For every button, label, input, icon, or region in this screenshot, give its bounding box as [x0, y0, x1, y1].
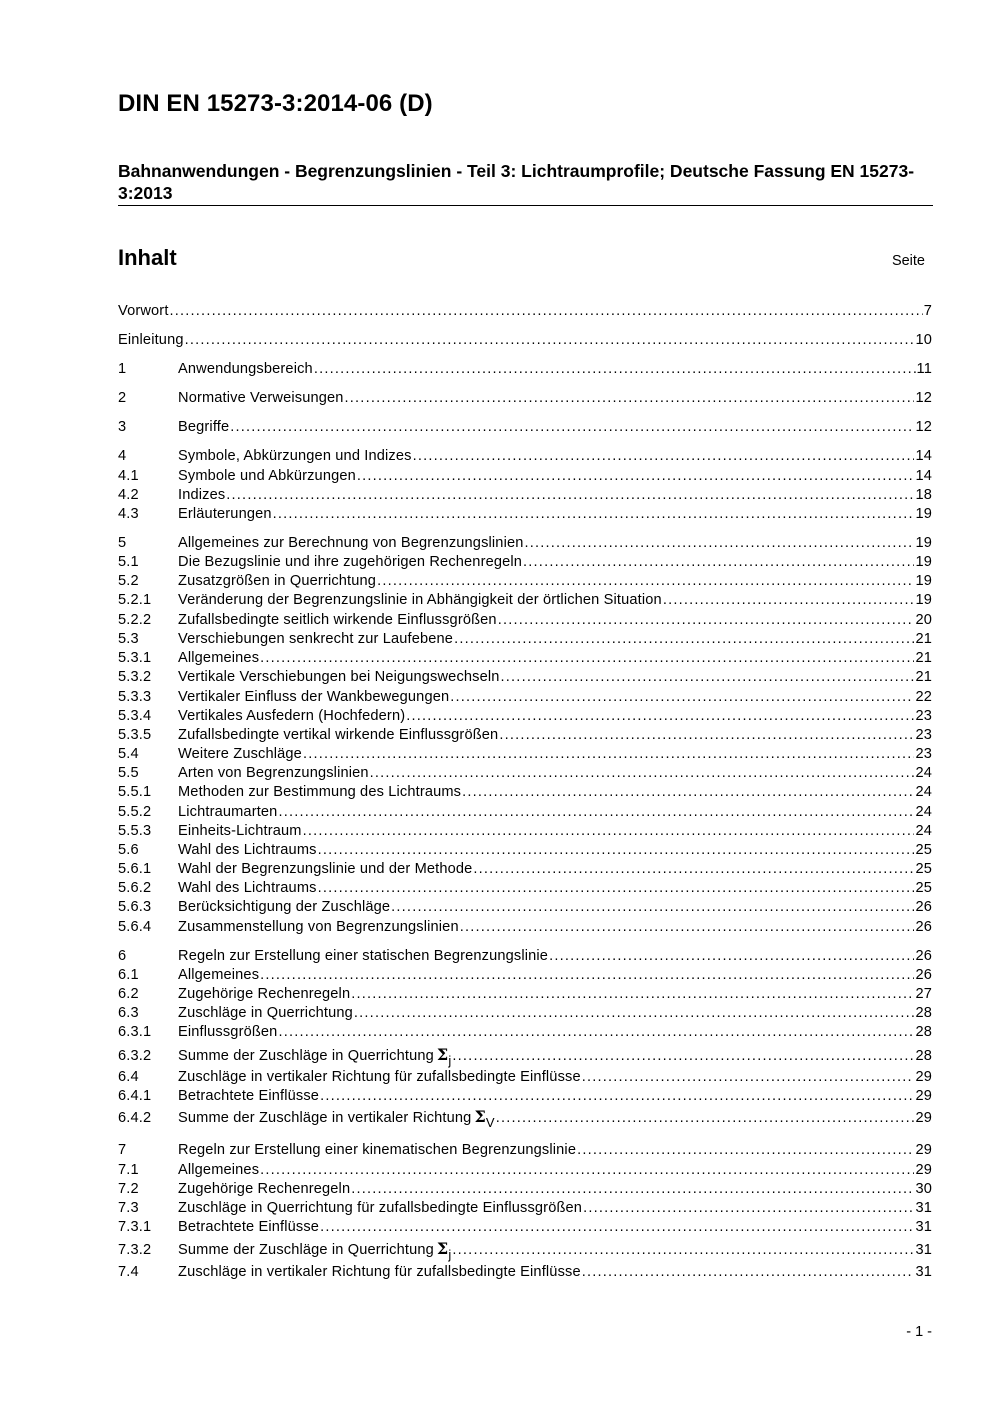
toc-entry-page: 24: [915, 784, 932, 800]
toc-entry-title: [178, 572, 376, 591]
toc-entry-title-text: Weitere Zuschläge: [178, 746, 302, 762]
toc-entry-page: 27: [915, 986, 932, 1002]
toc-entry-number: 7.2: [118, 1181, 139, 1197]
toc-leader-dots: [273, 505, 915, 524]
toc-entry[interactable]: [118, 389, 932, 408]
toc-entry-title-text: Anwendungsbereich: [178, 361, 313, 377]
toc-entry-page: 25: [915, 861, 932, 877]
toc-entry-page: 20: [915, 612, 932, 628]
toc-entry[interactable]: [118, 985, 932, 1004]
toc-entry-title: [178, 649, 259, 668]
toc-leader-dots: [230, 418, 914, 437]
toc-entry[interactable]: [118, 553, 932, 572]
toc-entry[interactable]: [118, 1180, 932, 1199]
toc-entry[interactable]: [118, 1087, 932, 1106]
toc-entry-title-text: Allgemeines: [178, 1162, 260, 1178]
toc-entry-title-text: Verschiebungen senkrecht zur Laufebene: [178, 631, 454, 647]
toc-entry[interactable]: [118, 745, 932, 764]
toc-leader-dots: [320, 1218, 914, 1237]
toc-entry-title-text: Zufallsbedingte vertikal wirkende Einflussgrößen: [178, 727, 499, 743]
sigma-symbol: [436, 1045, 452, 1068]
toc-entry-page: 12: [915, 390, 932, 406]
toc-leader-dots: [278, 1023, 914, 1042]
toc-leader-dots: [320, 1087, 914, 1106]
toc-entry-page: 24: [915, 765, 932, 781]
toc-entry-title: [178, 1141, 576, 1160]
toc-entry[interactable]: [118, 418, 932, 437]
toc-leader-dots: [501, 668, 915, 687]
toc-entry-page: 24: [915, 804, 932, 820]
toc-entry-title: [118, 331, 184, 350]
toc-leader-dots: [303, 822, 915, 841]
toc-entry-page: 28: [915, 1024, 932, 1040]
toc-entry-page: 26: [915, 919, 932, 935]
toc-entry[interactable]: [118, 591, 932, 610]
toc-entry-page: 18: [915, 487, 932, 503]
toc-entry-title-text: Zusatzgrößen in Querrichtung: [178, 573, 377, 589]
toc-entry-number: 5.4: [118, 746, 139, 762]
toc-entry[interactable]: [118, 841, 932, 860]
toc-entry[interactable]: [118, 918, 932, 937]
toc-entry-number: 6.1: [118, 967, 139, 983]
toc-leader-dots: [377, 572, 914, 591]
toc-entry-title: [178, 745, 302, 764]
toc-entry-page: 29: [915, 1088, 932, 1104]
toc-entry-title-text: Wahl der Begrenzungslinie und der Methode: [178, 861, 473, 877]
toc-entry-page: 23: [915, 746, 932, 762]
toc-entry-number: 5.5: [118, 765, 139, 781]
toc-entry-title: [178, 389, 344, 408]
toc-leader-dots: [357, 467, 915, 486]
toc-entry[interactable]: [118, 534, 932, 553]
toc-entry-title: [178, 1161, 259, 1180]
toc-entry-page: 19: [915, 506, 932, 522]
toc-leader-dots: [663, 591, 915, 610]
toc-entry-number: 5.2.2: [118, 612, 152, 628]
toc-heading: Inhalt: [118, 245, 177, 270]
toc-entry-number: 7.3.2: [118, 1242, 152, 1258]
toc-leader-dots: [345, 389, 915, 408]
toc-entry-page: 21: [915, 650, 932, 666]
toc-entry-title-text: Einleitung: [118, 332, 184, 348]
toc-entry-title: [178, 418, 229, 437]
toc-entry-title: [178, 1004, 353, 1023]
toc-entry-page: 28: [915, 1048, 932, 1064]
toc-entry-title: [178, 467, 356, 486]
toc-leader-dots: [498, 611, 915, 630]
toc-entry-title-text: Zuschläge in Querrichtung: [178, 1005, 353, 1021]
toc-entry-number: 6.4.2: [118, 1110, 152, 1126]
toc-entry-title-text: Indizes: [178, 487, 226, 503]
toc-entry-page: 25: [915, 842, 932, 858]
toc-entry-page: 23: [915, 708, 932, 724]
toc-entry[interactable]: [118, 467, 932, 486]
toc-entry-number: 4.3: [118, 506, 139, 522]
toc-entry[interactable]: [118, 803, 932, 822]
toc-entry[interactable]: [118, 1161, 932, 1180]
toc-entry-title-text: Zuschläge in vertikaler Richtung für zufallsbedingte Einflüsse: [178, 1069, 581, 1085]
toc-leader-dots: [260, 1161, 914, 1180]
toc-entry[interactable]: [118, 1045, 932, 1068]
toc-leader-dots: [391, 898, 914, 917]
toc-leader-dots: [314, 360, 916, 379]
toc-entry[interactable]: [118, 360, 932, 379]
toc-entry[interactable]: [118, 688, 932, 707]
toc-entry-title-text: Arten von Begrenzungslinien: [178, 765, 369, 781]
toc-leader-dots: [351, 985, 914, 1004]
toc-entry[interactable]: [118, 1239, 932, 1262]
toc-leader-dots: [454, 630, 914, 649]
toc-entry-title: [178, 486, 225, 505]
toc-leader-dots: [351, 1180, 914, 1199]
toc-entry[interactable]: [118, 879, 932, 898]
toc-entry-title-text: Zusammenstellung von Begrenzungslinien: [178, 919, 459, 935]
toc-entry-title-text: Veränderung der Begrenzungslinie in Abhängigkeit der örtlichen Situation: [178, 592, 662, 608]
toc-entry-page: 30: [915, 1181, 932, 1197]
toc-entry-number: 6.4: [118, 1069, 139, 1085]
toc-entry-title-text: Vertikaler Einfluss der Wankbewegungen: [178, 689, 450, 705]
toc-entry-page: 11: [916, 361, 932, 377]
toc-leader-dots: [582, 1263, 915, 1282]
toc-entry[interactable]: [118, 1107, 932, 1130]
toc-entry[interactable]: [118, 447, 932, 466]
toc-leader-dots: [406, 707, 914, 726]
toc-entry[interactable]: [118, 783, 932, 802]
toc-entry-page: 19: [915, 554, 932, 570]
toc-entry[interactable]: [118, 1004, 932, 1023]
toc-entry-page: 26: [915, 899, 932, 915]
toc-entry[interactable]: [118, 1263, 932, 1282]
toc-entry-number: 5.3.4: [118, 708, 152, 724]
toc-entry[interactable]: [118, 611, 932, 630]
toc-entry[interactable]: [118, 572, 932, 591]
page-column-label: Seite: [891, 253, 925, 269]
toc-entry-title-text: Summe der Zuschläge in Querrichtung: [178, 1048, 434, 1064]
toc-entry-title-text: Betrachtete Einflüsse: [178, 1088, 320, 1104]
toc-entry-page: 29: [915, 1069, 932, 1085]
toc-entry-title-text: Einflussgrößen: [178, 1024, 278, 1040]
toc-entry-number: 4.2: [118, 487, 139, 503]
toc-entry-title-text: Berücksichtigung der Zuschläge: [178, 899, 391, 915]
toc-leader-dots: [226, 486, 914, 505]
toc-entry-page: 31: [915, 1264, 932, 1280]
toc-entry-title: [178, 1239, 451, 1260]
toc-entry[interactable]: [118, 1218, 932, 1237]
toc-entry-title-text: Zufallsbedingte seitlich wirkende Einflussgrößen: [178, 612, 497, 628]
sigma-glyph: Σ: [436, 1239, 449, 1258]
toc-entry-page: 19: [915, 535, 932, 551]
toc-entry-title: [178, 1087, 319, 1106]
toc-entry-page: 28: [915, 1005, 932, 1021]
toc-entry-title: [178, 918, 459, 937]
toc-entry[interactable]: [118, 966, 932, 985]
toc-entry-number: 7.4: [118, 1264, 139, 1280]
toc-entry-title: [178, 591, 662, 610]
toc-entry[interactable]: [118, 1199, 932, 1218]
toc-entry-title-text: Zugehörige Rechenregeln: [178, 986, 351, 1002]
toc-entry-title-text: Summe der Zuschläge in Querrichtung: [178, 1242, 434, 1258]
toc-leader-dots: [523, 553, 914, 572]
toc-entry-title: [178, 447, 412, 466]
toc-entry[interactable]: [118, 707, 932, 726]
toc-entry-number: 5.2.1: [118, 592, 152, 608]
toc-entry-title: [178, 707, 405, 726]
toc-entry-title: [178, 841, 317, 860]
sigma-symbol: [436, 1239, 452, 1262]
sigma-subscript: j: [448, 1053, 452, 1068]
sigma-subscript: V: [485, 1115, 495, 1130]
toc-leader-dots: [303, 745, 915, 764]
toc-entry-title: [178, 985, 350, 1004]
toc-entry-page: 23: [915, 727, 932, 743]
toc-entry-page: 12: [915, 419, 932, 435]
toc-entry-title-text: Einheits-Lichtraum: [178, 823, 302, 839]
toc-entry-title: [178, 947, 548, 966]
toc-entry-page: 19: [915, 573, 932, 589]
toc-entry-title: [178, 1263, 581, 1282]
toc-entry-title-text: Zuschläge in Querrichtung für zufallsbedingte Einflussgrößen: [178, 1200, 583, 1216]
toc-entry-title-text: Wahl des Lichtraums: [178, 842, 317, 858]
toc-entry-number: 3: [118, 419, 127, 435]
toc-entry-title: [178, 1107, 495, 1128]
sigma-symbol: [474, 1107, 495, 1130]
page-number: - 1 -: [906, 1324, 932, 1340]
toc-entry-page: 31: [915, 1219, 932, 1235]
toc-entry[interactable]: [118, 822, 932, 841]
toc-entry-page: 31: [915, 1242, 932, 1258]
document-subtitle: Bahnanwendungen - Begrenzungslinien - Teil 3: Lichtraumprofile; Deutsche Fassung EN 15273-3:2013: [118, 161, 915, 203]
toc-leader-dots: [450, 688, 914, 707]
toc-leader-dots: [278, 803, 914, 822]
toc-entry-title-text: Methoden zur Bestimmung des Lichtraums: [178, 784, 462, 800]
toc-entry-number: 5.6.2: [118, 880, 152, 896]
toc-entry[interactable]: [118, 764, 932, 783]
toc-entry[interactable]: [118, 1141, 932, 1160]
toc-leader-dots: [354, 1004, 915, 1023]
toc-entry[interactable]: [118, 649, 932, 668]
toc-entry-number: 5.3: [118, 631, 139, 647]
toc-entry-title: [178, 553, 522, 572]
toc-leader-dots: [170, 302, 923, 321]
toc-entry[interactable]: [118, 898, 932, 917]
toc-entry-page: 29: [915, 1162, 932, 1178]
toc-entry-page: 21: [915, 669, 932, 685]
toc-entry-number: 5.5.2: [118, 804, 152, 820]
toc-entry[interactable]: [118, 1023, 932, 1042]
toc-entry-page: 19: [915, 592, 932, 608]
toc-leader-dots: [525, 534, 915, 553]
toc-entry-title-text: Betrachtete Einflüsse: [178, 1219, 320, 1235]
toc-entry-title-text: Die Bezugslinie und ihre zugehörigen Rechenregeln: [178, 554, 523, 570]
toc-entry-title: [178, 1180, 350, 1199]
toc-entry-number: 5.5.1: [118, 784, 152, 800]
toc-entry-title-text: Erläuterungen: [178, 506, 272, 522]
toc-entry-number: 5.3.3: [118, 689, 152, 705]
toc-entry-title-text: Normative Verweisungen: [178, 390, 344, 406]
toc-entry[interactable]: [118, 331, 932, 350]
toc-leader-dots: [452, 1047, 914, 1066]
toc-entry[interactable]: [118, 860, 932, 879]
toc-entry-number: 5.6: [118, 842, 139, 858]
toc-leader-dots: [318, 879, 915, 898]
toc-entry-title-text: Regeln zur Erstellung einer kinematischen Begrenzungslinie: [178, 1142, 577, 1158]
toc-entry-title-text: Vorwort: [118, 303, 169, 319]
toc-entry-title-text: Zugehörige Rechenregeln: [178, 1181, 351, 1197]
toc-entry-title: [178, 611, 497, 630]
toc-entry-title: [178, 360, 313, 379]
toc-entry[interactable]: [118, 726, 932, 745]
toc-entry-number: 5: [118, 535, 127, 551]
toc-entry-title: [178, 803, 277, 822]
toc-entry-number: 2: [118, 390, 127, 406]
toc-entry-number: 7.3.1: [118, 1219, 152, 1235]
sigma-glyph: Σ: [474, 1107, 486, 1126]
toc-entry-number: 5.6.1: [118, 861, 152, 877]
toc-entry-title-text: Summe der Zuschläge in vertikaler Richtung: [178, 1110, 472, 1126]
toc-entry-title-text: Symbole, Abkürzungen und Indizes: [178, 448, 412, 464]
toc-entry-page: 24: [915, 823, 932, 839]
toc-entry-title-text: Begriffe: [178, 419, 230, 435]
toc-entry-page: 14: [915, 468, 932, 484]
toc-entry-title-text: Zuschläge in vertikaler Richtung für zufallsbedingte Einflüsse: [178, 1264, 581, 1280]
toc-entry[interactable]: [118, 668, 932, 687]
toc-entry-page: 10: [915, 332, 932, 348]
toc-entry-title-text: Regeln zur Erstellung einer statischen Begrenzungslinie: [178, 948, 549, 964]
toc-entry-title-text: Allgemeines: [178, 650, 260, 666]
toc-entry-title-text: Allgemeines zur Berechnung von Begrenzungslinien: [178, 535, 524, 551]
document-title: DIN EN 15273-3:2014-06 (D): [118, 90, 433, 117]
toc-entry[interactable]: [118, 947, 932, 966]
toc-entry-page: 25: [915, 880, 932, 896]
toc-entry-title: [178, 630, 453, 649]
toc-entry-number: 5.6.3: [118, 899, 152, 915]
toc-entry-number: 5.3.2: [118, 669, 152, 685]
toc-entry-title-text: Vertikale Verschiebungen bei Neigungswechseln: [178, 669, 500, 685]
toc-leader-dots: [370, 764, 915, 783]
toc-entry-number: 7: [118, 1142, 127, 1158]
toc-leader-dots: [582, 1068, 915, 1087]
toc-entry-number: 7.1: [118, 1162, 139, 1178]
toc-leader-dots: [462, 783, 914, 802]
toc-entry-title: [178, 879, 317, 898]
toc-entry-title: [118, 302, 169, 321]
toc-entry-number: 4.1: [118, 468, 139, 484]
toc-leader-dots: [499, 726, 914, 745]
toc-entry-number: 5.1: [118, 554, 139, 570]
toc-entry-number: 5.3.1: [118, 650, 152, 666]
toc-leader-dots: [260, 966, 914, 985]
toc-leader-dots: [473, 860, 914, 879]
sigma-subscript: j: [448, 1247, 452, 1262]
toc-leader-dots: [413, 447, 915, 466]
toc-leader-dots: [185, 331, 915, 350]
toc-entry-title: [178, 688, 449, 707]
toc-leader-dots: [496, 1109, 915, 1128]
toc-entry-title-text: Allgemeines: [178, 967, 260, 983]
toc-entry-number: 7.3: [118, 1200, 139, 1216]
toc-entry[interactable]: [118, 630, 932, 649]
toc-entry-title: [178, 1023, 277, 1042]
toc-entry-number: 5.2: [118, 573, 139, 589]
toc-entry-number: 6.2: [118, 986, 139, 1002]
toc-leader-dots: [460, 918, 915, 937]
toc-entry-title: [178, 966, 259, 985]
toc-leader-dots: [577, 1141, 914, 1160]
toc-entry[interactable]: [118, 486, 932, 505]
toc-entry-title: [178, 534, 524, 553]
toc-entry-title: [178, 505, 272, 524]
toc-entry-page: 26: [915, 967, 932, 983]
toc-entry-title: [178, 668, 500, 687]
toc-leader-dots: [583, 1199, 914, 1218]
toc-entry-number: 6: [118, 948, 127, 964]
toc-entry-page: 29: [915, 1142, 932, 1158]
toc-entry-number: 6.3: [118, 1005, 139, 1021]
toc-entry-title: [178, 783, 461, 802]
toc-entry-number: 5.3.5: [118, 727, 152, 743]
toc-entry-title-text: Vertikales Ausfedern (Hochfedern): [178, 708, 406, 724]
toc-entry-page: 29: [915, 1110, 932, 1126]
toc-entry[interactable]: [118, 302, 932, 321]
toc-entry-number: 6.4.1: [118, 1088, 152, 1104]
toc-entry-page: 21: [915, 631, 932, 647]
toc-entry-page: 14: [915, 448, 932, 464]
toc-leader-dots: [452, 1241, 914, 1260]
toc-leader-dots: [318, 841, 915, 860]
toc-entry-title: [178, 1068, 581, 1087]
toc-entry-title: [178, 1199, 582, 1218]
toc-leader-dots: [260, 649, 914, 668]
toc-entry-title: [178, 1045, 451, 1066]
toc-entry-title-text: Symbole und Abkürzungen: [178, 468, 356, 484]
toc-entry-number: 4: [118, 448, 127, 464]
toc-entry-page: 26: [915, 948, 932, 964]
toc-entry-title: [178, 822, 302, 841]
toc-entry-number: 5.6.4: [118, 919, 152, 935]
toc-entry[interactable]: [118, 505, 932, 524]
toc-entry-page: 7: [923, 303, 932, 319]
toc-entry-number: 5.5.3: [118, 823, 152, 839]
toc-entry-title-text: Wahl des Lichtraums: [178, 880, 317, 896]
toc-entry-number: 1: [118, 361, 127, 377]
toc-entry-page: 31: [915, 1200, 932, 1216]
toc-entry-title-text: Lichtraumarten: [178, 804, 278, 820]
toc-entry[interactable]: [118, 1068, 932, 1087]
toc-entry-title: [178, 898, 390, 917]
toc-entry-number: 6.3.2: [118, 1048, 152, 1064]
sigma-glyph: Σ: [436, 1045, 449, 1064]
toc-entry-title: [178, 1218, 319, 1237]
toc-entry-title: [178, 726, 498, 745]
toc-entry-page: 22: [915, 689, 932, 705]
table-of-contents: [118, 0, 932, 1300]
toc-entry-number: 6.3.1: [118, 1024, 152, 1040]
toc-leader-dots: [549, 947, 914, 966]
toc-entry-title: [178, 764, 369, 783]
toc-entry-title: [178, 860, 472, 879]
